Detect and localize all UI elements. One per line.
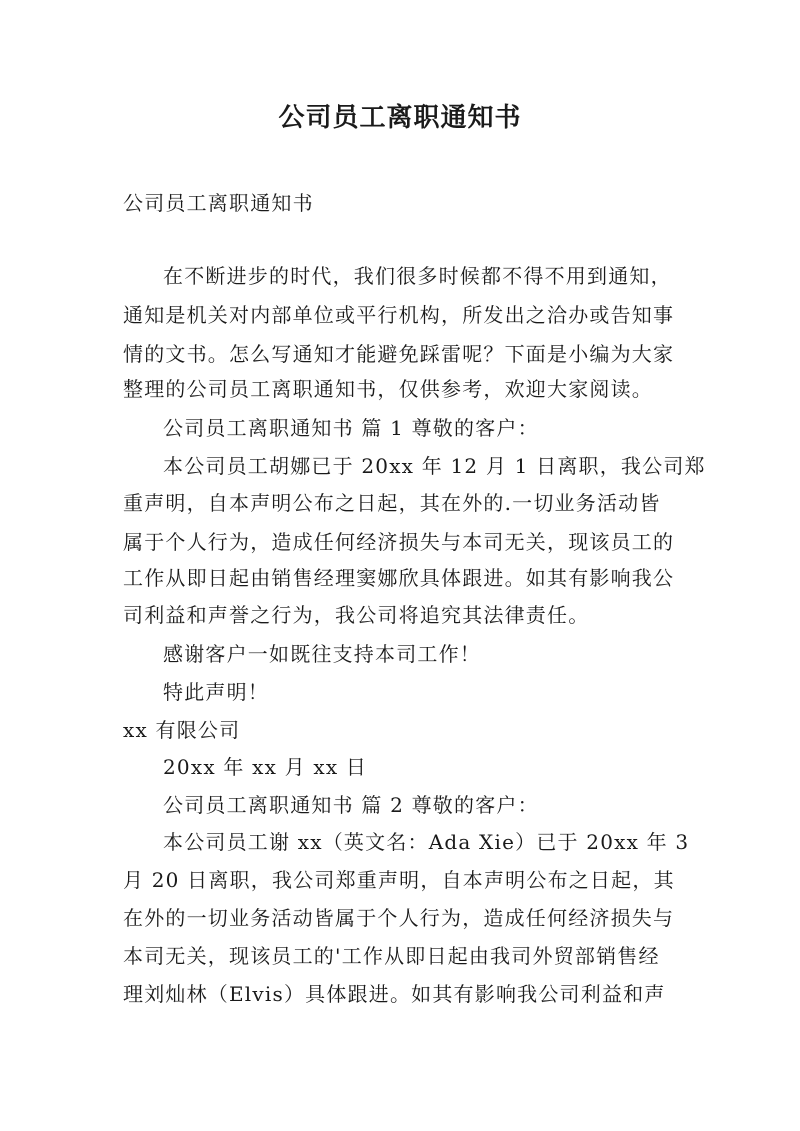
company-name: xx 有限公司 xyxy=(123,718,241,742)
paragraph-line: 本司无关，现该员工的'工作从即日起由我司外贸部销售经 xyxy=(123,944,660,968)
paragraph-line: 特此声明！ xyxy=(163,680,269,704)
paragraph-line: 整理的公司员工离职通知书，仅供参考，欢迎大家阅读。 xyxy=(123,377,653,401)
document-title: 公司员工离职通知书 xyxy=(278,103,522,133)
section-heading: 公司员工离职通知书 篇 1 尊敬的客户： xyxy=(163,416,539,440)
paragraph-line: 在不断进步的时代，我们很多时候都不得不用到通知， xyxy=(163,264,672,288)
paragraph-line: 感谢客户一如既往支持本司工作！ xyxy=(163,642,481,666)
date-line: 20xx 年 xx 月 xx 日 xyxy=(163,755,368,779)
document-heading: 公司员工离职通知书 xyxy=(123,191,314,215)
paragraph-line: 在外的一切业务活动皆属于个人行为，造成任何经济损失与 xyxy=(123,906,675,930)
paragraph-line: 本公司员工谢 xx（英文名：Ada Xie）已于 20xx 年 3 xyxy=(163,830,690,854)
paragraph-line: 理刘灿林（Elvis）具体跟进。如其有影响我公司利益和声 xyxy=(123,982,666,1006)
paragraph-line: 月 20 日离职，我公司郑重声明，自本声明公布之日起，其 xyxy=(123,868,675,892)
paragraph-line: 工作从即日起由销售经理窦娜欣具体跟进。如其有影响我公 xyxy=(123,566,675,590)
paragraph-line: 司利益和声誉之行为，我公司将追究其法律责任。 xyxy=(123,603,590,627)
paragraph-line: 属于个人行为，造成任何经济损失与本司无关，现该员工的 xyxy=(123,530,675,554)
section-heading: 公司员工离职通知书 篇 2 尊敬的客户： xyxy=(163,793,539,817)
paragraph-line: 重声明，自本声明公布之日起，其在外的.一切业务活动皆 xyxy=(123,491,661,515)
paragraph-line: 本公司员工胡娜已于 20xx 年 12 月 1 日离职，我公司郑 xyxy=(163,454,706,478)
paragraph-line: 通知是机关对内部单位或平行机构，所发出之洽办或告知事 xyxy=(123,303,675,327)
paragraph-line: 情的文书。怎么写通知才能避免踩雷呢？下面是小编为大家 xyxy=(123,342,675,366)
